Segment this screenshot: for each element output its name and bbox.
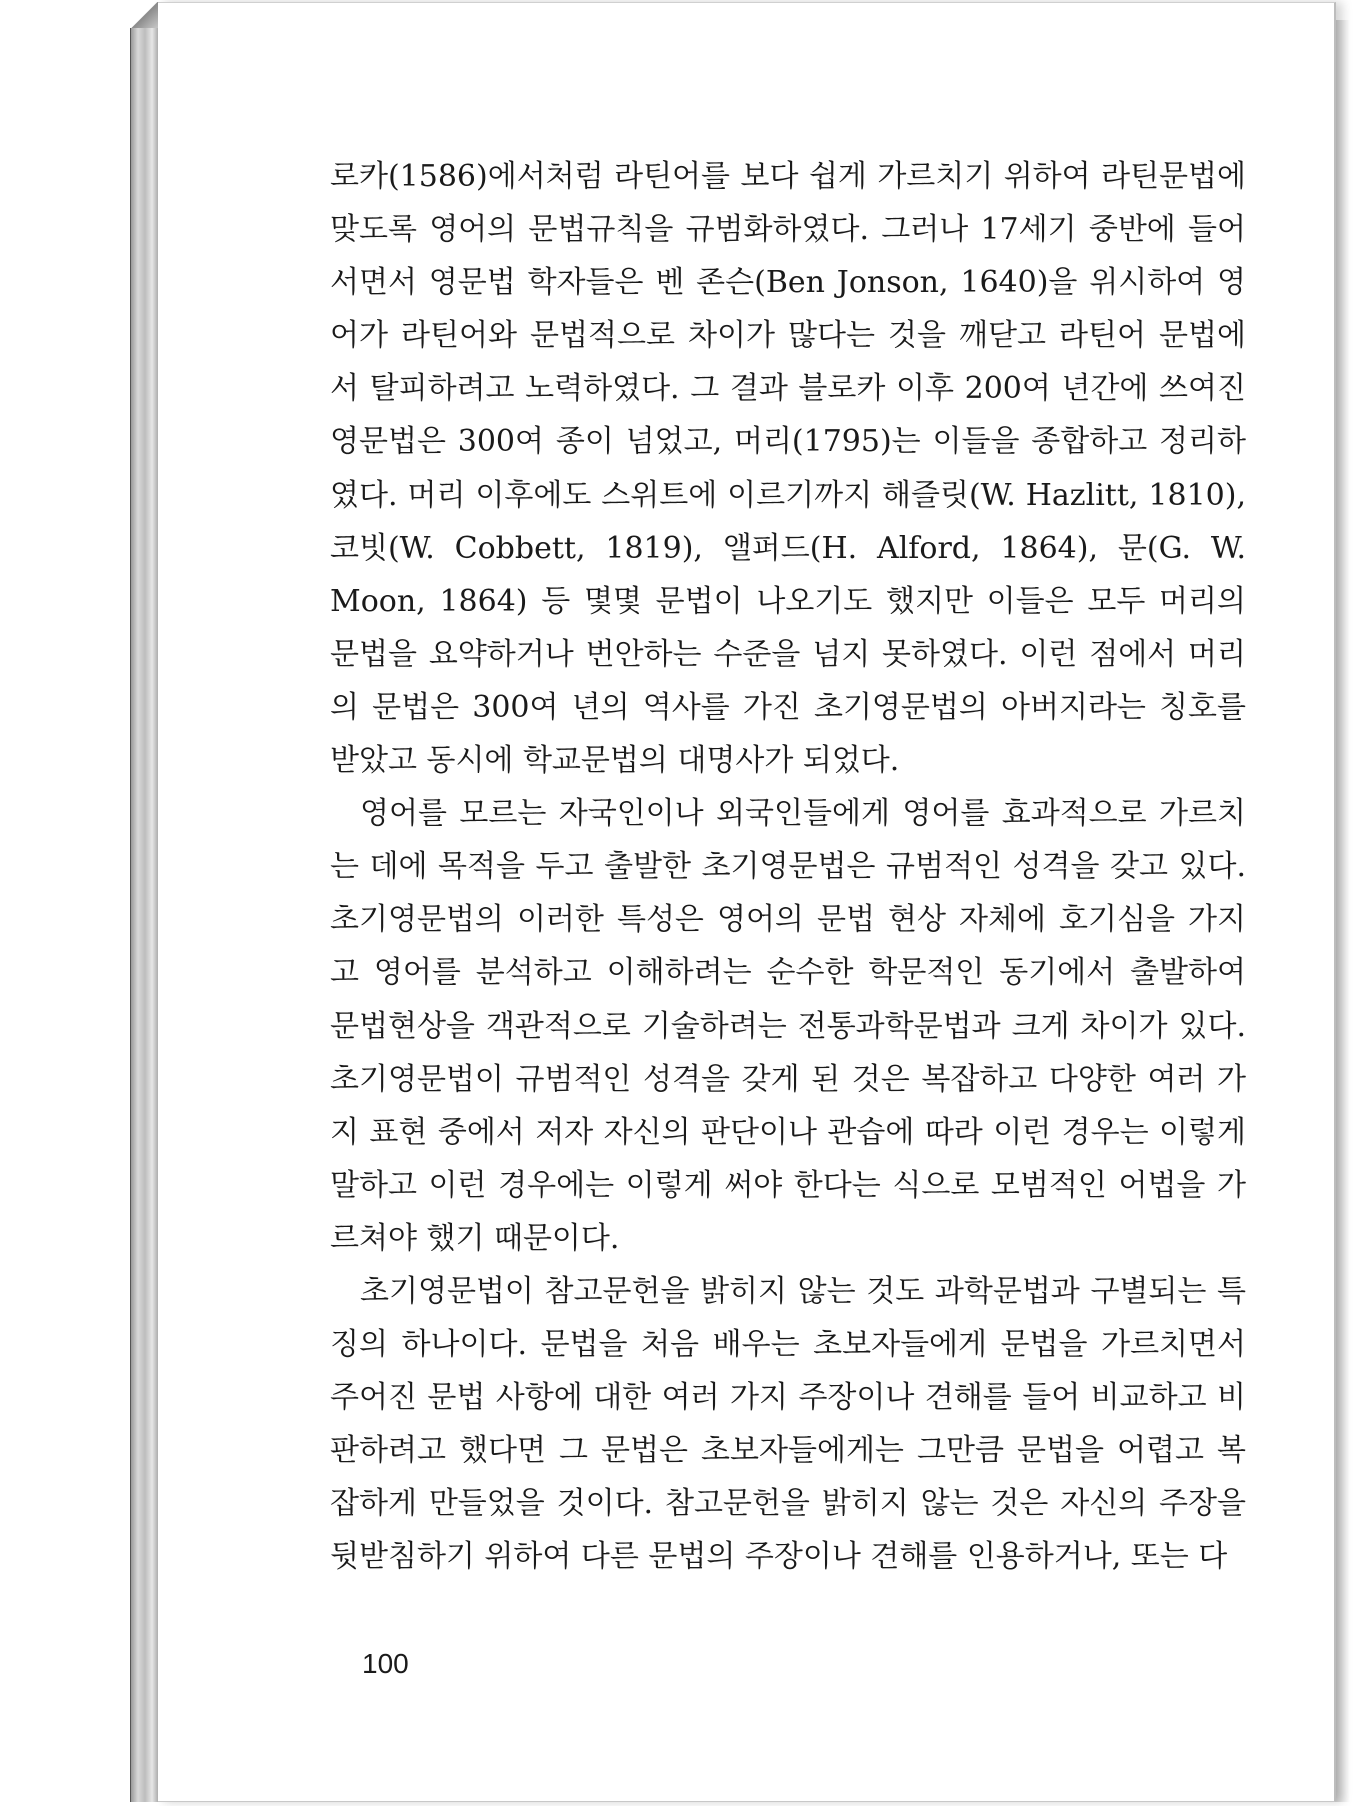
- body-text: [330, 150, 1246, 1584]
- paragraph-3: 초기영문법이 참고문헌을 밝히지 않는 것도 과학문법과 구별되는 특징의 하나이다. 문법을 처음 배우는 초보자들에게 문법을 가르치면서 주어진 문법 사항에 대한 여러 가지 주장이나 견해를 들어 비교하고 비판하려고 했다면 그 문법은 초보자들에게는 그만큼 문법을 어렵고 복잡하게 만들었을 것이다. 참고문헌을 밝히지 않는 것은 자신의 주장을 뒷받침하기 위하여 다른 문법의 주장이나 견해를 인용하거나, 또는 다: [330, 1273, 1246, 1575]
- page-edge-stack: [130, 2, 159, 1802]
- page-number: 100: [362, 1648, 409, 1679]
- paragraph-2: 영어를 모르는 자국인이나 외국인들에게 영어를 효과적으로 가르치는 데에 목적을 두고 출발한 초기영문법은 규범적인 성격을 갖고 있다. 초기영문법의 이러한 특성은 영어의 문법 현상 자체에 호기심을 가지고 영어를 분석하고 이해하려는 순수한 학문적인 동기에서 출발하여 문법현상을 객관적으로 기술하려는 전통과학문법과 크게 차이가 있다. 초기영문법이 규범적인 성격을 갖게 된 것은 복잡하고 다양한 여러 가지 표현 중에서 저자 자신의 판단이나 관습에 따라 이런 경우는 이렇게 말하고 이런 경우에는 이렇게 써야 한다는 식으로 모범적인 어법을 가르쳐야 했기 때문이다.: [330, 796, 1246, 1256]
- paragraph-1: 로카(1586)에서처럼 라틴어를 보다 쉽게 가르치기 위하여 라틴문법에 맞도록 영어의 문법규칙을 규범화하였다. 그러나 17세기 중반에 들어서면서 영문법 학자들은 벤 존슨(Ben Jonson, 1640)을 위시하여 영어가 라틴어와 문법적으로 차이가 많다는 것을 깨닫고 라틴어 문법에서 탈피하려고 노력하였다. 그 결과 블로카 이후 200여 년간에 쓰여진 영문법은 300여 종이 넘었고, 머리(1795)는 이들을 종합하고 정리하였다. 머리 이후에도 스위트에 이르기까지 해즐릿(W. Hazlitt, 1810), 코빗(W. Cobbett, 1819), 앨퍼드(H. Alford, 1864), 문(G. W. Moon, 1864) 등 몇몇 문법이 나오기도 했지만 이들은 모두 머리의 문법을 요약하거나 번안하는 수준을 넘지 못하였다. 이런 점에서 머리의 문법은 300여 년의 역사를 가진 초기영문법의 아버지라는 칭호를 받았고 동시에 학교문법의 대명사가 되었다.: [330, 159, 1247, 779]
- page-corner: [130, 2, 160, 28]
- page-shadow: [1336, 20, 1350, 1802]
